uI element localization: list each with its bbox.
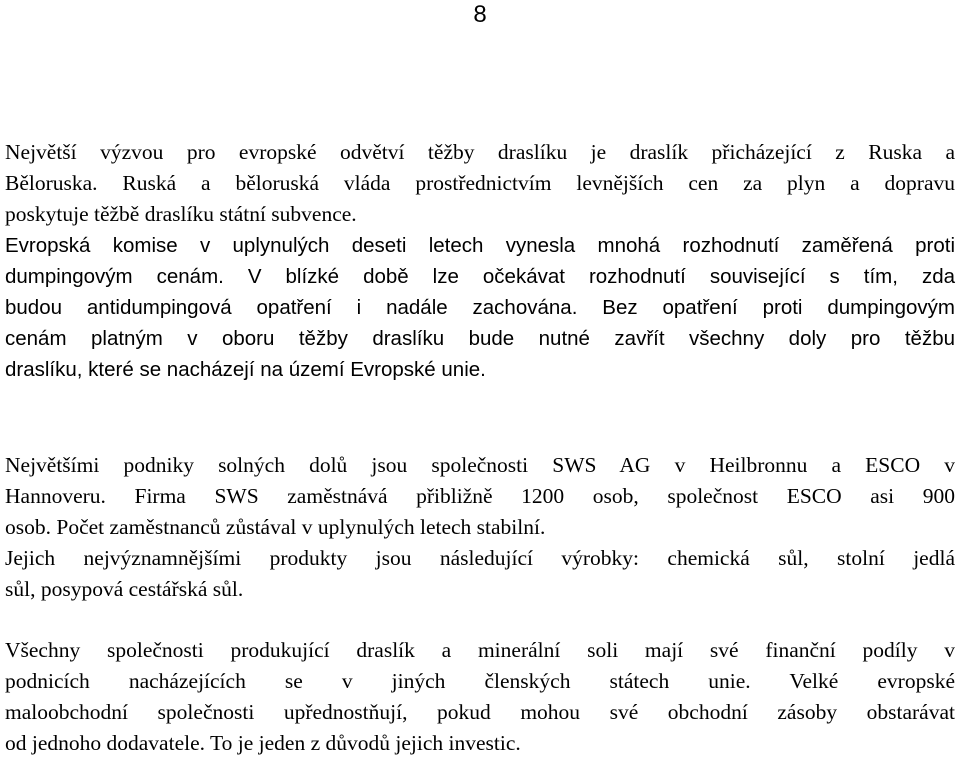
text-line: Největší výzvou pro evropské odvětví těžby draslíku je draslík přicházející z Ruska a: [5, 140, 955, 164]
paragraph-1: [5, 137, 955, 385]
text-line: Jejich nejvýznamnějšími produkty jsou následující výrobky: chemická sůl, stolní jedlá: [5, 546, 955, 570]
text-line: maloobchodní společnosti upřednostňují, pokud mohou své obchodní zásoby obstarávat: [5, 700, 955, 724]
page-number: 8: [473, 1, 487, 28]
text-line: osob. Počet zaměstnanců zůstával v uplynulých letech stabilní.: [5, 515, 546, 539]
text-line: sůl, posypová cestářská sůl.: [5, 577, 244, 601]
text-line: podnicích nacházejících se v jiných členských státech unie. Velké evropské: [5, 669, 955, 693]
text-line: draslíku, které se nacházejí na území Evropské unie.: [5, 358, 486, 381]
text-line: od jednoho dodavatele. To je jeden z důvodů jejich investic.: [5, 731, 521, 755]
text-line: poskytuje těžbě draslíku státní subvence.: [5, 202, 357, 226]
text-line: dumpingovým cenám. V blízké době lze očekávat rozhodnutí související s tím, zda: [5, 265, 955, 288]
paragraph-3: [5, 635, 955, 759]
paragraph-2: [5, 450, 955, 605]
text-line: budou antidumpingová opatření i nadále zachována. Bez opatření proti dumpingovým: [5, 296, 955, 319]
text-line: Běloruska. Ruská a běloruská vláda prostřednictvím levnějších cen za plyn a dopravu: [5, 171, 955, 195]
text-line: Všechny společnosti produkující draslík a minerální soli mají své finanční podíly v: [5, 638, 955, 662]
text-line: Evropská komise v uplynulých deseti letech vynesla mnohá rozhodnutí zaměřená proti: [5, 234, 955, 257]
text-line: Hannoveru. Firma SWS zaměstnává přibližně 1200 osob, společnost ESCO asi 900: [5, 484, 955, 508]
text-line: Největšími podniky solných dolů jsou společnosti SWS AG v Heilbronnu a ESCO v: [5, 453, 955, 477]
text-line: cenám platným v oboru těžby draslíku bude nutné zavřít všechny doly pro těžbu: [5, 327, 955, 350]
